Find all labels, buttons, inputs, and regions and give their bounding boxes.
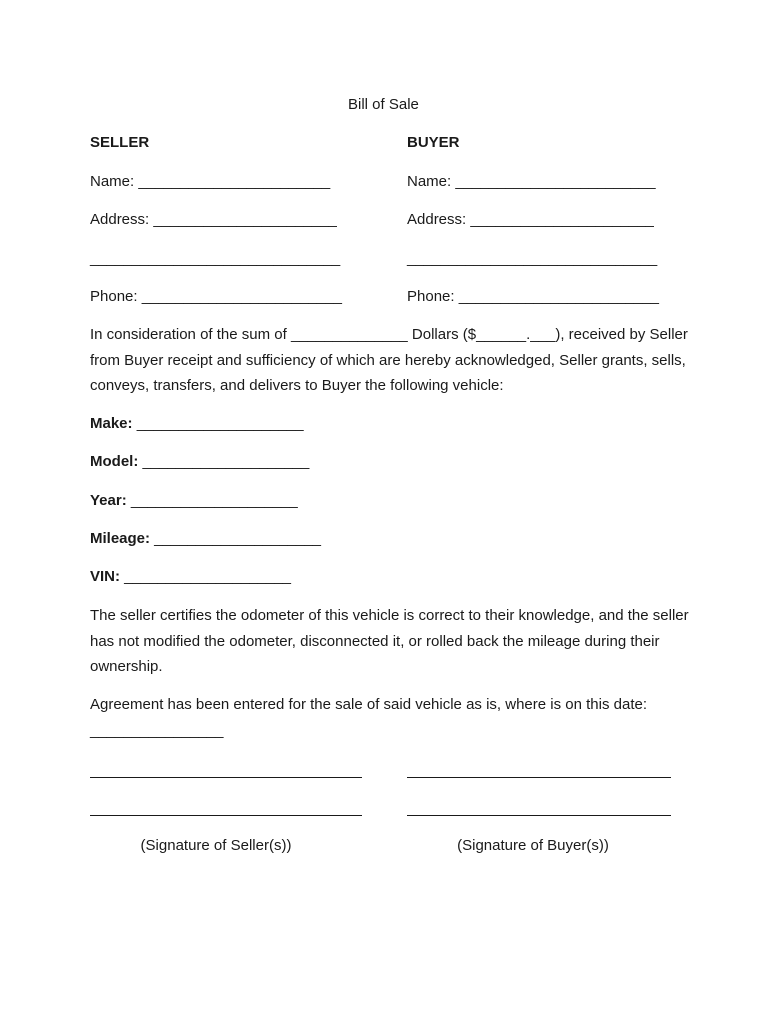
make-blank[interactable]: ____________________: [132, 415, 304, 432]
model-label: Model:: [90, 453, 139, 470]
buyer-heading: BUYER: [407, 134, 460, 151]
seller-phone-field[interactable]: Phone: ________________________: [90, 288, 342, 305]
document-title: Bill of Sale: [348, 96, 419, 113]
buyer-signature-caption: (Signature of Buyer(s)): [457, 837, 609, 854]
vehicle-make-row[interactable]: [90, 414, 304, 434]
vehicle-model-row[interactable]: [90, 452, 309, 472]
seller-signature-line-2[interactable]: [90, 815, 362, 816]
seller-address-field[interactable]: Address: ______________________: [90, 211, 337, 228]
make-label: Make:: [90, 415, 133, 432]
seller-signature-caption: (Signature of Seller(s)): [140, 837, 292, 854]
agreement-paragraph: Agreement has been entered for the sale of said vehicle as is, where is on this date: ________________: [90, 696, 647, 739]
seller-signature-line-1[interactable]: [90, 777, 362, 778]
seller-heading: SELLER: [90, 134, 150, 151]
buyer-signature-line-1[interactable]: [407, 777, 671, 778]
buyer-signature-line-2[interactable]: [407, 815, 671, 816]
year-label: Year:: [90, 492, 127, 509]
seller-name-field[interactable]: Name: _______________________: [90, 173, 331, 190]
buyer-address-field[interactable]: Address: ______________________: [407, 211, 654, 228]
vehicle-mileage-row[interactable]: [90, 529, 321, 549]
mileage-blank[interactable]: ____________________: [150, 530, 322, 547]
buyer-address-line2[interactable]: ______________________________: [407, 250, 658, 267]
vin-blank[interactable]: ____________________: [120, 568, 292, 585]
seller-address-line2[interactable]: ______________________________: [90, 250, 341, 267]
odometer-paragraph: The seller certifies the odometer of this vehicle is correct to their knowledge, and the seller has not modified the odometer, disconnected it, or rolled back the mileage during their ownership.: [90, 607, 689, 675]
vin-label: VIN:: [90, 568, 120, 585]
model-blank[interactable]: ____________________: [138, 453, 310, 470]
mileage-label: Mileage:: [90, 530, 151, 547]
buyer-phone-field[interactable]: Phone: ________________________: [407, 288, 659, 305]
consideration-paragraph: In consideration of the sum of ______________ Dollars ($______.___), received by Seller from Buyer receipt and sufficiency of which are hereby acknowledged, Seller grants, sells, conveys, transfers, and delivers to Buyer the following vehicle:: [90, 326, 688, 394]
buyer-name-field[interactable]: Name: ________________________: [407, 173, 656, 190]
vehicle-vin-row[interactable]: [90, 567, 291, 587]
year-blank[interactable]: ____________________: [126, 492, 298, 509]
vehicle-year-row[interactable]: [90, 491, 298, 511]
